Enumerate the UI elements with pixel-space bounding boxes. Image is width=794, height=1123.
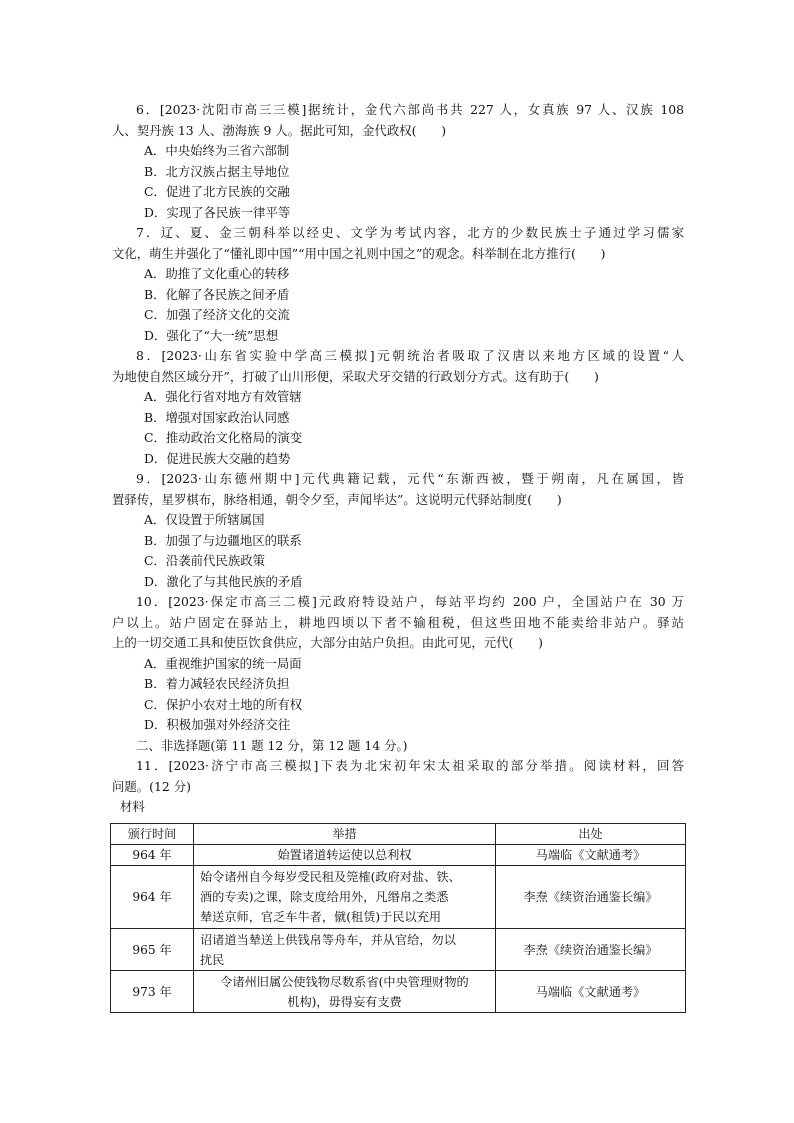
table-header-row xyxy=(111,824,686,845)
option-a: A．重视维护国家的统一局面 xyxy=(144,655,302,671)
question-stem-line: 8．[2023·山东省实验中学高三模拟]元朝统治者吸取了汉唐以来地方区域的设置“人 xyxy=(136,348,684,363)
measure-cell xyxy=(194,866,496,929)
question-stem-line: 10．[2023·保定市高三二模]元政府特设站户，每站平均约 200 户，全国站户在 30 万 xyxy=(136,594,684,609)
question-6 xyxy=(112,100,684,223)
option-b: B．加强了与边疆地区的联系 xyxy=(144,532,302,548)
table-row xyxy=(111,866,686,929)
option-b: B．增强对国家政治认同感 xyxy=(144,409,290,425)
source-cell: 李焘《续资治通鉴长编》 xyxy=(496,866,686,929)
source-cell: 马端临《文献通考》 xyxy=(496,971,686,1013)
option-d: D．强化了“大一统”思想 xyxy=(144,327,279,343)
option-c: C．加强了经济文化的交流 xyxy=(144,307,290,322)
option-c: C．推动政治文化格局的演变 xyxy=(144,430,303,445)
material-label: 材料 xyxy=(120,799,145,814)
option-a: A．中央始终为三省六部制 xyxy=(144,143,290,158)
question-stem-line: 11．[2023·济宁市高三模拟]下表为北宋初年宋太祖采取的部分举措。阅读材料，回答 xyxy=(136,758,684,773)
option-c: C．促进了北方民族的交融 xyxy=(144,184,290,199)
measure-line: 酒的专卖)之课，除支度给用外，凡缗帛之类悉 xyxy=(200,890,449,904)
option-a: A．强化行省对地方有效管辖 xyxy=(144,389,302,404)
question-stem-line: 人、契丹族 13 人、渤海族 9 人。据此可知，金代政权( ) xyxy=(112,122,447,138)
year-cell: 965 年 xyxy=(111,929,194,971)
measure-line: 诏诸道当辇送上供钱帛等舟车，并从官给，勿以 xyxy=(200,932,456,947)
question-stem-line: 问题。(12 分) xyxy=(112,778,191,794)
question-7 xyxy=(112,223,684,346)
option-b: B．北方汉族占据主导地位 xyxy=(144,163,290,179)
option-d: D．激化了与其他民族的矛盾 xyxy=(144,573,303,589)
question-11 xyxy=(112,756,684,818)
option-d: D．促进民族大交融的趋势 xyxy=(144,450,291,466)
measure-line: 辇送京师，官乏车牛者，僦(租赁)于民以充用 xyxy=(200,910,442,924)
measure-cell xyxy=(194,845,496,866)
table-row xyxy=(111,845,686,866)
measure-line: 始置诸道转运使以总利权 xyxy=(277,848,412,862)
question-8 xyxy=(112,346,684,469)
year-cell: 973 年 xyxy=(111,971,194,1013)
questions-block xyxy=(112,100,684,818)
measures-table xyxy=(110,823,686,1013)
section-title: 二、非选择题(第 11 题 12 分，第 12 题 14 分。) xyxy=(136,737,408,753)
measure-line: 扰民 xyxy=(200,952,225,967)
table-row xyxy=(111,971,686,1013)
option-a: A．助推了文化重心的转移 xyxy=(144,266,290,281)
option-d: D．积极加强对外经济交往 xyxy=(144,717,291,732)
option-c: C．保护小农对土地的所有权 xyxy=(144,696,303,712)
year-cell: 964 年 xyxy=(111,866,194,929)
question-stem-line: 6．[2023·沈阳市高三三模]据统计，金代六部尚书共 227 人，女真族 97 人、汉族 108 xyxy=(136,102,684,117)
question-stem-line: 户以上。站户固定在驿站上，耕地四顷以下者不输租税，但这些田地不能卖给非站户。驿站 xyxy=(112,614,684,630)
measure-line: 机构)，毋得妄有支费 xyxy=(287,994,402,1009)
source-cell: 李焘《续资治通鉴长编》 xyxy=(496,929,686,971)
option-d: D．实现了各民族一律平等 xyxy=(144,204,291,220)
measure-line: 令诸州旧属公使钱物尽数系省(中央管理财物的 xyxy=(220,974,469,989)
source-cell: 马端临《文献通考》 xyxy=(496,845,686,866)
column-header: 举措 xyxy=(194,824,496,845)
column-header: 出处 xyxy=(496,824,686,845)
question-stem-line: 上的一切交通工具和使臣饮食供应，大部分由站户负担。由此可见，元代( ) xyxy=(112,635,543,650)
measure-cell xyxy=(194,929,496,971)
question-stem-line: 7．辽、夏、金三朝科举以经史、文学为考试内容，北方的少数民族士子通过学习儒家 xyxy=(136,225,684,240)
option-b: B．化解了各民族之间矛盾 xyxy=(144,286,290,302)
option-c: C．沿袭前代民族政策 xyxy=(144,553,265,568)
option-a: A．仅设置于所辖属国 xyxy=(144,512,265,527)
table-row xyxy=(111,929,686,971)
question-stem-line: 置驿传，星罗棋布，脉络相通，朝令夕至，声闻毕达”。这说明元代驿站制度( ) xyxy=(112,491,562,507)
question-10 xyxy=(112,592,684,736)
measure-line: 始令诸州自今每岁受民租及筦榷(政府对盐、铁、 xyxy=(200,870,461,884)
option-b: B．着力减轻农民经济负担 xyxy=(144,676,290,691)
question-stem-line: 9．[2023·山东德州期中]元代典籍记载，元代“东渐西被，暨于朔南，凡在属国，皆 xyxy=(136,471,684,486)
question-stem-line: 文化，萌生并强化了“懂礼即中国”“用中国之礼则中国之”的观念。科举制在北方推行( ) xyxy=(112,245,606,261)
year-cell: 964 年 xyxy=(111,845,194,866)
question-9 xyxy=(112,469,684,592)
measure-cell xyxy=(194,971,496,1013)
question-stem-line: 为地使自然区域分开”，打破了山川形便，采取犬牙交错的行政划分方式。这有助于( ) xyxy=(112,368,599,384)
column-header: 颁行时间 xyxy=(111,824,194,845)
